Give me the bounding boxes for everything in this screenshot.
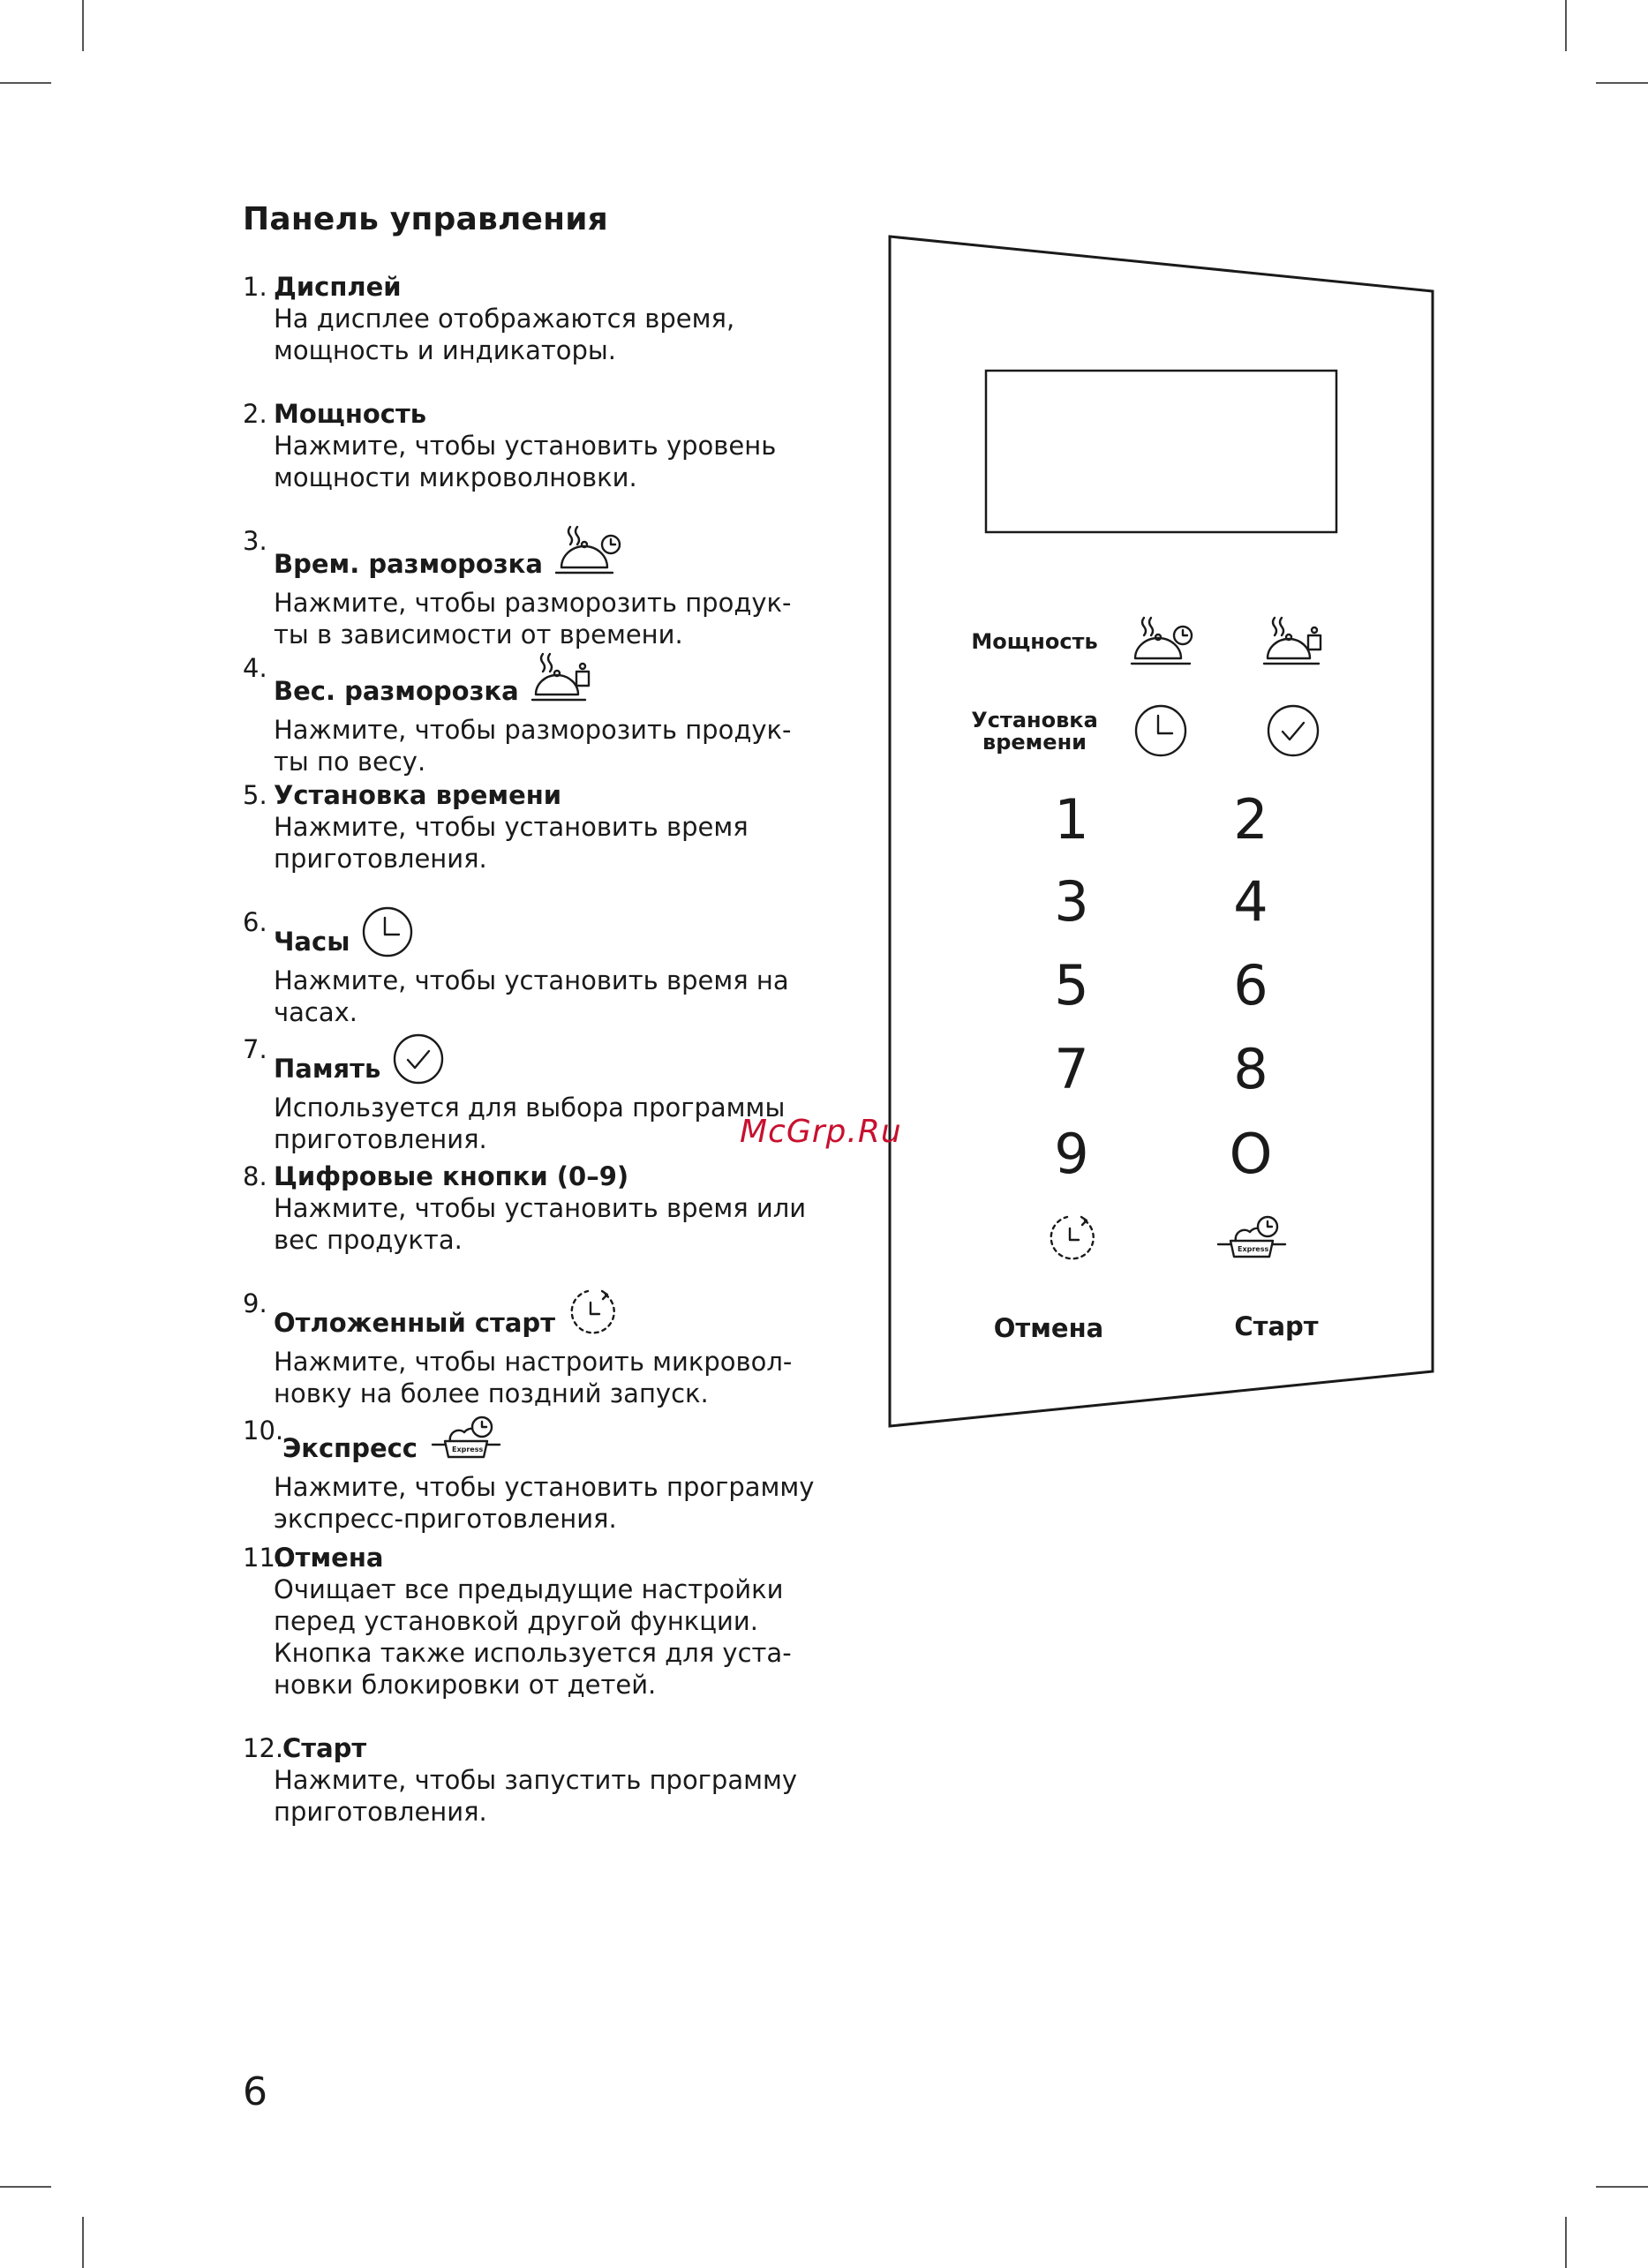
item-description: Нажмите, чтобы установить время приготовления. — [274, 812, 749, 874]
crop-mark — [1596, 2186, 1648, 2188]
crop-mark — [82, 0, 84, 51]
express-button[interactable] — [1218, 1217, 1285, 1257]
list-item-power — [243, 398, 852, 493]
crop-mark — [1596, 82, 1648, 84]
clock-icon — [362, 906, 413, 965]
item-description: На дисплее отображаются время, мощность и индикаторы. — [274, 304, 735, 365]
clock-button[interactable] — [1136, 706, 1185, 755]
item-number: 10. — [243, 1416, 284, 1446]
item-number: 9. — [243, 1288, 267, 1318]
item-description: Нажмите, чтобы разморозить продук- ты в зависимости от времени. — [274, 588, 792, 650]
page-number: 6 — [243, 2069, 267, 2114]
list-item-express — [243, 1415, 852, 1535]
item-title: Цифровые кнопки (0–9) — [274, 1161, 629, 1191]
express-icon — [429, 1415, 505, 1471]
item-title: Отложенный старт — [274, 1308, 555, 1338]
item-description: Нажмите, чтобы запустить программу приготовления. — [274, 1765, 798, 1827]
item-title: Память — [274, 1054, 381, 1084]
item-title: Старт — [282, 1733, 367, 1763]
digit-button-8[interactable]: 8 — [1233, 1037, 1268, 1101]
item-number: 8. — [243, 1161, 267, 1191]
item-number: 7. — [243, 1034, 267, 1064]
time-setting-label-line1: Установка — [971, 708, 1098, 732]
digit-button-4[interactable]: 4 — [1233, 869, 1268, 934]
list-item-cancel — [243, 1542, 852, 1701]
item-title: Часы — [274, 927, 350, 957]
item-title: Мощность — [274, 399, 427, 429]
watermark: McGrp.Ru — [740, 1114, 902, 1150]
digit-button-7[interactable]: 7 — [1054, 1037, 1089, 1101]
crop-mark — [1565, 0, 1567, 51]
item-number: 3. — [243, 526, 267, 556]
digit-button-9[interactable]: 9 — [1054, 1122, 1089, 1186]
item-description: Нажмите, чтобы установить программу экспресс-приготовления. — [274, 1472, 815, 1534]
crop-mark — [82, 2217, 84, 2268]
item-title: Вес. разморозка — [274, 676, 519, 706]
delayed-start-icon — [567, 1288, 620, 1346]
digit-button-1[interactable]: 1 — [1054, 787, 1089, 852]
start-button[interactable]: Старт — [1234, 1311, 1319, 1341]
item-number: 2. — [243, 399, 267, 429]
item-number: 11. — [243, 1543, 284, 1573]
item-number: 5. — [243, 780, 267, 810]
list-item-clock — [243, 906, 852, 1028]
digit-button-6[interactable]: 6 — [1233, 953, 1268, 1018]
list-item-weight-defrost — [243, 652, 852, 777]
item-title: Установка времени — [274, 780, 562, 810]
delayed-start-button[interactable] — [1051, 1217, 1094, 1258]
list-item-delayed-start — [243, 1288, 852, 1409]
digit-button-0[interactable]: O — [1229, 1122, 1273, 1186]
item-number: 12. — [243, 1733, 284, 1763]
item-title: Отмена — [274, 1543, 384, 1573]
item-description: Очищает все предыдущие настройки перед установкой другой функции. Кнопка также используется для уста- новки блокировки от детей. — [274, 1574, 792, 1700]
display-screen — [986, 371, 1336, 532]
digit-button-5[interactable]: 5 — [1054, 953, 1089, 1018]
item-number: 1. — [243, 272, 267, 302]
page-title: Панель управления — [243, 201, 608, 237]
defrost-weight-button[interactable] — [1264, 618, 1321, 664]
item-description: Нажмите, чтобы настроить микровол- новку на более поздний запуск. — [274, 1347, 793, 1408]
cancel-button[interactable]: Отмена — [993, 1313, 1104, 1343]
defrost-time-icon — [554, 525, 623, 587]
list-item-display — [243, 271, 852, 366]
item-description: Нажмите, чтобы разморозить продук- ты по весу. — [274, 715, 792, 777]
defrost-weight-icon — [531, 652, 594, 714]
express-button-text: Express — [1238, 1245, 1269, 1253]
item-description: Нажмите, чтобы установить время или вес продукта. — [274, 1193, 807, 1255]
crop-mark — [0, 82, 51, 84]
defrost-time-button[interactable] — [1132, 618, 1192, 664]
memory-button[interactable] — [1268, 706, 1318, 755]
list-item-time-setting — [243, 779, 852, 875]
time-setting-label-line2: времени — [982, 730, 1087, 755]
list-item-start — [243, 1732, 852, 1828]
list-item-digit-buttons — [243, 1160, 852, 1256]
item-description: Нажмите, чтобы установить время на часах. — [274, 965, 789, 1027]
item-title: Врем. разморозка — [274, 549, 543, 579]
power-button[interactable]: Мощность — [971, 629, 1098, 654]
item-title: Экспресс — [282, 1433, 418, 1463]
express-icon-text: Express — [452, 1446, 484, 1453]
item-title: Дисплей — [274, 272, 402, 302]
item-description: Используется для выбора программы приготовления. — [274, 1093, 786, 1154]
digit-button-2[interactable]: 2 — [1233, 787, 1268, 852]
item-number: 6. — [243, 907, 267, 937]
crop-mark — [1565, 2217, 1567, 2268]
crop-mark — [0, 2186, 51, 2188]
panel-outline — [890, 237, 1433, 1426]
digit-button-3[interactable]: 3 — [1054, 869, 1089, 934]
checkmark-circle-icon — [393, 1033, 444, 1092]
item-description: Нажмите, чтобы установить уровень мощности микроволновки. — [274, 431, 777, 492]
time-setting-button[interactable] — [971, 708, 1098, 755]
list-item-time-defrost — [243, 525, 852, 650]
item-number: 4. — [243, 653, 267, 683]
